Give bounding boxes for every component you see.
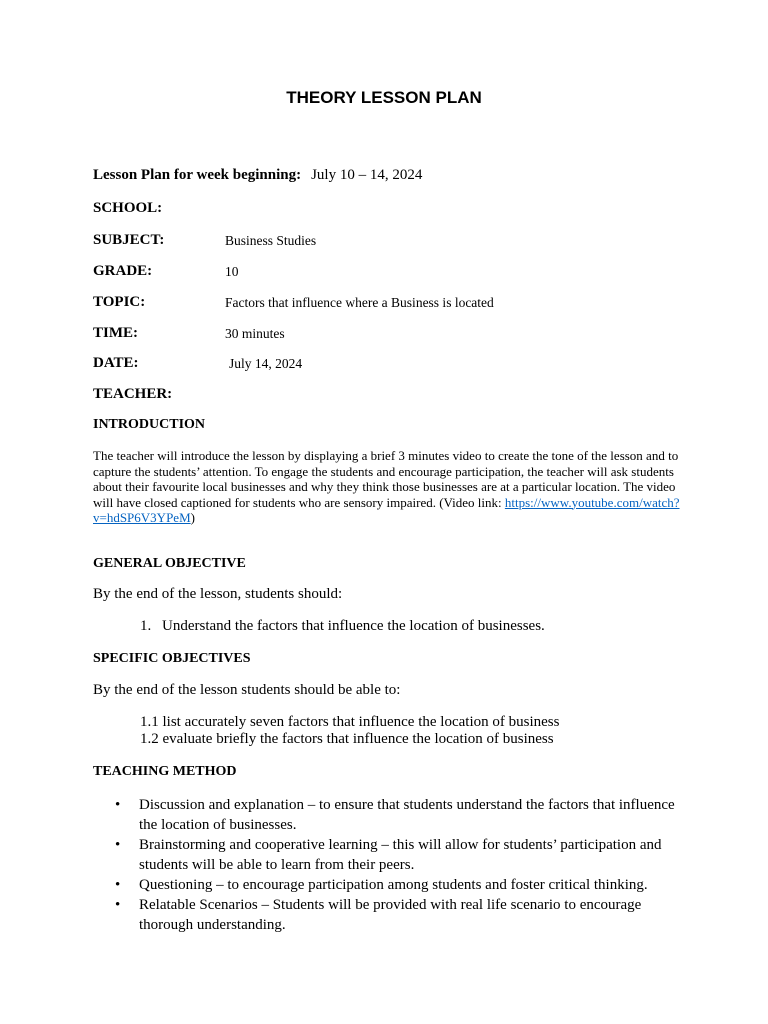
teaching-method-heading: TEACHING METHOD <box>93 764 237 779</box>
specific-objectives-heading: SPECIFIC OBJECTIVES <box>93 651 251 666</box>
general-objective-number: 1. <box>140 618 152 634</box>
date-label: DATE: <box>93 355 139 371</box>
subject-label: SUBJECT: <box>93 232 165 248</box>
list-item: • Discussion and explanation – to ensure that students understand the factors that influence the location of businesses. <box>115 797 675 833</box>
week-line <box>93 166 422 184</box>
document-title: THEORY LESSON PLAN <box>286 88 482 107</box>
time-value: 30 minutes <box>225 326 285 341</box>
date-value: July 14, 2024 <box>229 356 303 371</box>
topic-value: Factors that influence where a Business is located <box>225 295 494 310</box>
school-label: SCHOOL: <box>93 200 163 216</box>
list-item: • Questioning – to encourage participation among students and foster critical thinking. <box>115 877 648 893</box>
introduction-paragraph <box>93 448 683 526</box>
teacher-label: TEACHER: <box>93 386 173 402</box>
introduction-text-end: ) <box>190 510 195 525</box>
general-objective-heading: GENERAL OBJECTIVE <box>93 556 246 571</box>
grade-value: 10 <box>225 264 239 279</box>
introduction-text: The teacher will introduce the lesson by displaying a brief 3 minutes video to create the tone of the lesson and to capture the students’ attention. To engage the students and encourage participation, the teacher will ask students about their favourite local businesses and why they think those businesses are at a particular location. The video will have closed captioned for students who are sensory impaired. (Video link: <box>93 448 679 510</box>
week-value: July 10 – 14, 2024 <box>311 167 423 183</box>
list-item: • Relatable Scenarios – Students will be provided with real life scenario to encourage thorough understanding. <box>115 897 642 933</box>
specific-objective-item: 1.2 evaluate briefly the factors that influence the location of business <box>140 731 554 747</box>
time-label: TIME: <box>93 325 138 341</box>
grade-label: GRADE: <box>93 263 153 279</box>
specific-objectives-lead: By the end of the lesson students should be able to: <box>93 682 401 698</box>
general-objective-item: Understand the factors that influence the location of businesses. <box>162 618 545 634</box>
list-item: • Brainstorming and cooperative learning – this will allow for students’ participation and students will be able to learn from their peers. <box>115 837 662 873</box>
subject-value: Business Studies <box>225 233 317 248</box>
general-objective-lead: By the end of the lesson, students should: <box>93 586 343 602</box>
topic-label: TOPIC: <box>93 294 146 310</box>
specific-objective-item: 1.1 list accurately seven factors that influence the location of business <box>140 714 560 730</box>
bullet-icon: • <box>115 797 121 813</box>
bullet-icon: • <box>115 897 121 913</box>
teaching-method-list <box>93 795 693 935</box>
bullet-icon: • <box>115 877 121 893</box>
week-label: Lesson Plan for week beginning: <box>93 167 302 183</box>
introduction-heading: INTRODUCTION <box>93 417 206 432</box>
bullet-icon: • <box>115 837 121 853</box>
video-link[interactable]: https://www.youtube.com/watch?v=hdSP6V3YPeM <box>93 494 680 525</box>
